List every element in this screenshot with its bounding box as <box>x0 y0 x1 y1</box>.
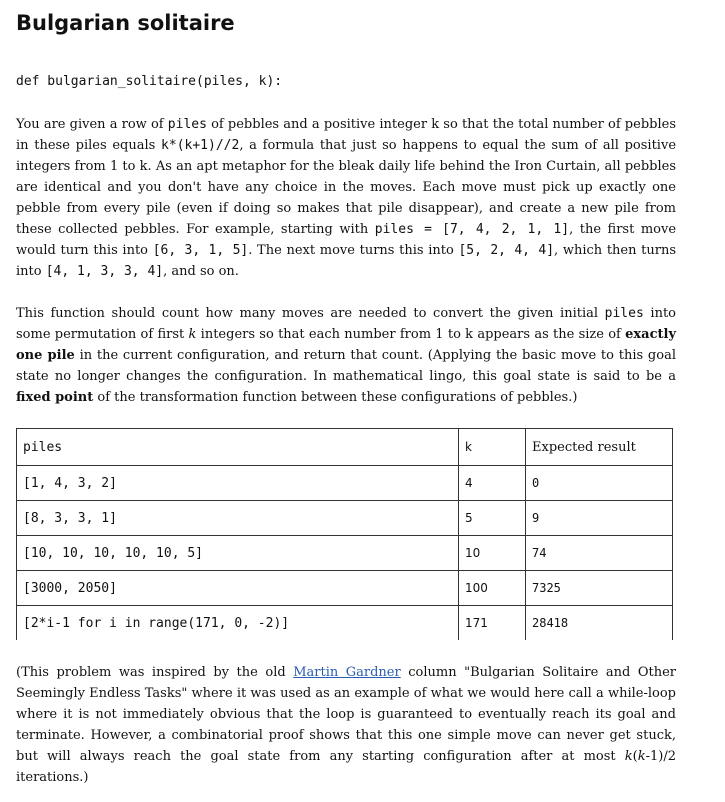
examples-table <box>16 428 673 640</box>
table-row <box>17 501 673 536</box>
description-paragraph: You are given a row of piles of pebbles and a positive integer k so that the total number of pebbles in these piles equals k*(k+1)//2, a formula that just so happens to equal the sum of all positive integers from 1 to k. As an apt metaphor for the bleak daily life behind the Iron Curtain, all pebbles are identical and you don't have any choice in the moves. Each move must pick up exactly one pebble from every pile (even if doing so makes that pile disappear), and create a new pile from these collected pebbles. For example, starting with piles = [7, 4, 2, 1, 1], the first move would turn this into [6, 3, 1, 5]. The next move turns this into [5, 2, 4, 4], which then turns into [4, 1, 3, 3, 4], and so on. <box>16 117 677 279</box>
cell-k: 100 <box>459 571 526 606</box>
cell-piles: [10, 10, 10, 10, 10, 5] <box>17 536 459 571</box>
header-k: k <box>459 429 526 466</box>
cell-piles: [1, 4, 3, 2] <box>17 466 459 501</box>
task-paragraph: This function should count how many moves are needed to convert the given initial piles into some permutation of first k integers so that each number from 1 to k appears as the size of exactly one pile in the current configuration, and return that count. (Applying the basic move to this goal state no longer changes the configuration. In mathematical lingo, this goal state is said to be a fixed point of the transformation function between these configurations of pebbles.) <box>16 306 676 405</box>
table-row <box>17 536 673 571</box>
cell-k: 171 <box>459 606 526 641</box>
inline-code: [6, 3, 1, 5] <box>152 243 249 258</box>
inline-code: [5, 2, 4, 4] <box>458 243 555 258</box>
cell-expected: 28418 <box>526 606 673 641</box>
document <box>16 8 676 788</box>
cell-k: 4 <box>459 466 526 501</box>
cell-expected: 7325 <box>526 571 673 606</box>
header-expected: Expected result <box>526 429 673 466</box>
table-row <box>17 606 673 641</box>
table-row <box>17 571 673 606</box>
inline-code: [4, 1, 3, 3, 4] <box>45 264 164 279</box>
cell-expected: 0 <box>526 466 673 501</box>
inline-code: piles <box>604 306 644 321</box>
cell-k: 10 <box>459 536 526 571</box>
header-piles: piles <box>17 429 459 466</box>
emphasis: fixed point <box>16 390 94 405</box>
cell-piles: [3000, 2050] <box>17 571 459 606</box>
inline-code: piles = [7, 4, 2, 1, 1] <box>374 222 570 237</box>
martin-gardner-link[interactable]: Martin Gardner <box>293 665 401 680</box>
note-paragraph: (This problem was inspired by the old Martin Gardner column "Bulgarian Solitaire and Other Seemingly Endless Tasks" where it was used as an example of what we would here call a while-loop where it is not immediately obvious that the loop is guaranteed to eventually reach its goal and terminate. However, a combinatorial proof shows that this one simple move can never get stuck, but will always reach the goal state from any starting configuration after at most k(k-1)/2 iterations.) <box>16 665 676 785</box>
cell-piles: [8, 3, 3, 1] <box>17 501 459 536</box>
cell-expected: 9 <box>526 501 673 536</box>
table-header-row <box>17 429 673 466</box>
function-signature: def bulgarian_solitaire(piles, k): <box>16 74 283 89</box>
cell-expected: 74 <box>526 536 673 571</box>
inline-code: piles <box>167 117 207 132</box>
cell-piles: [2*i-1 for i in range(171, 0, -2)] <box>17 606 459 641</box>
inline-code: k*(k+1)//2 <box>161 138 240 153</box>
page-title: Bulgarian solitaire <box>16 11 235 35</box>
emphasis: exactly one pile <box>16 327 676 363</box>
cell-k: 5 <box>459 501 526 536</box>
table-row <box>17 466 673 501</box>
